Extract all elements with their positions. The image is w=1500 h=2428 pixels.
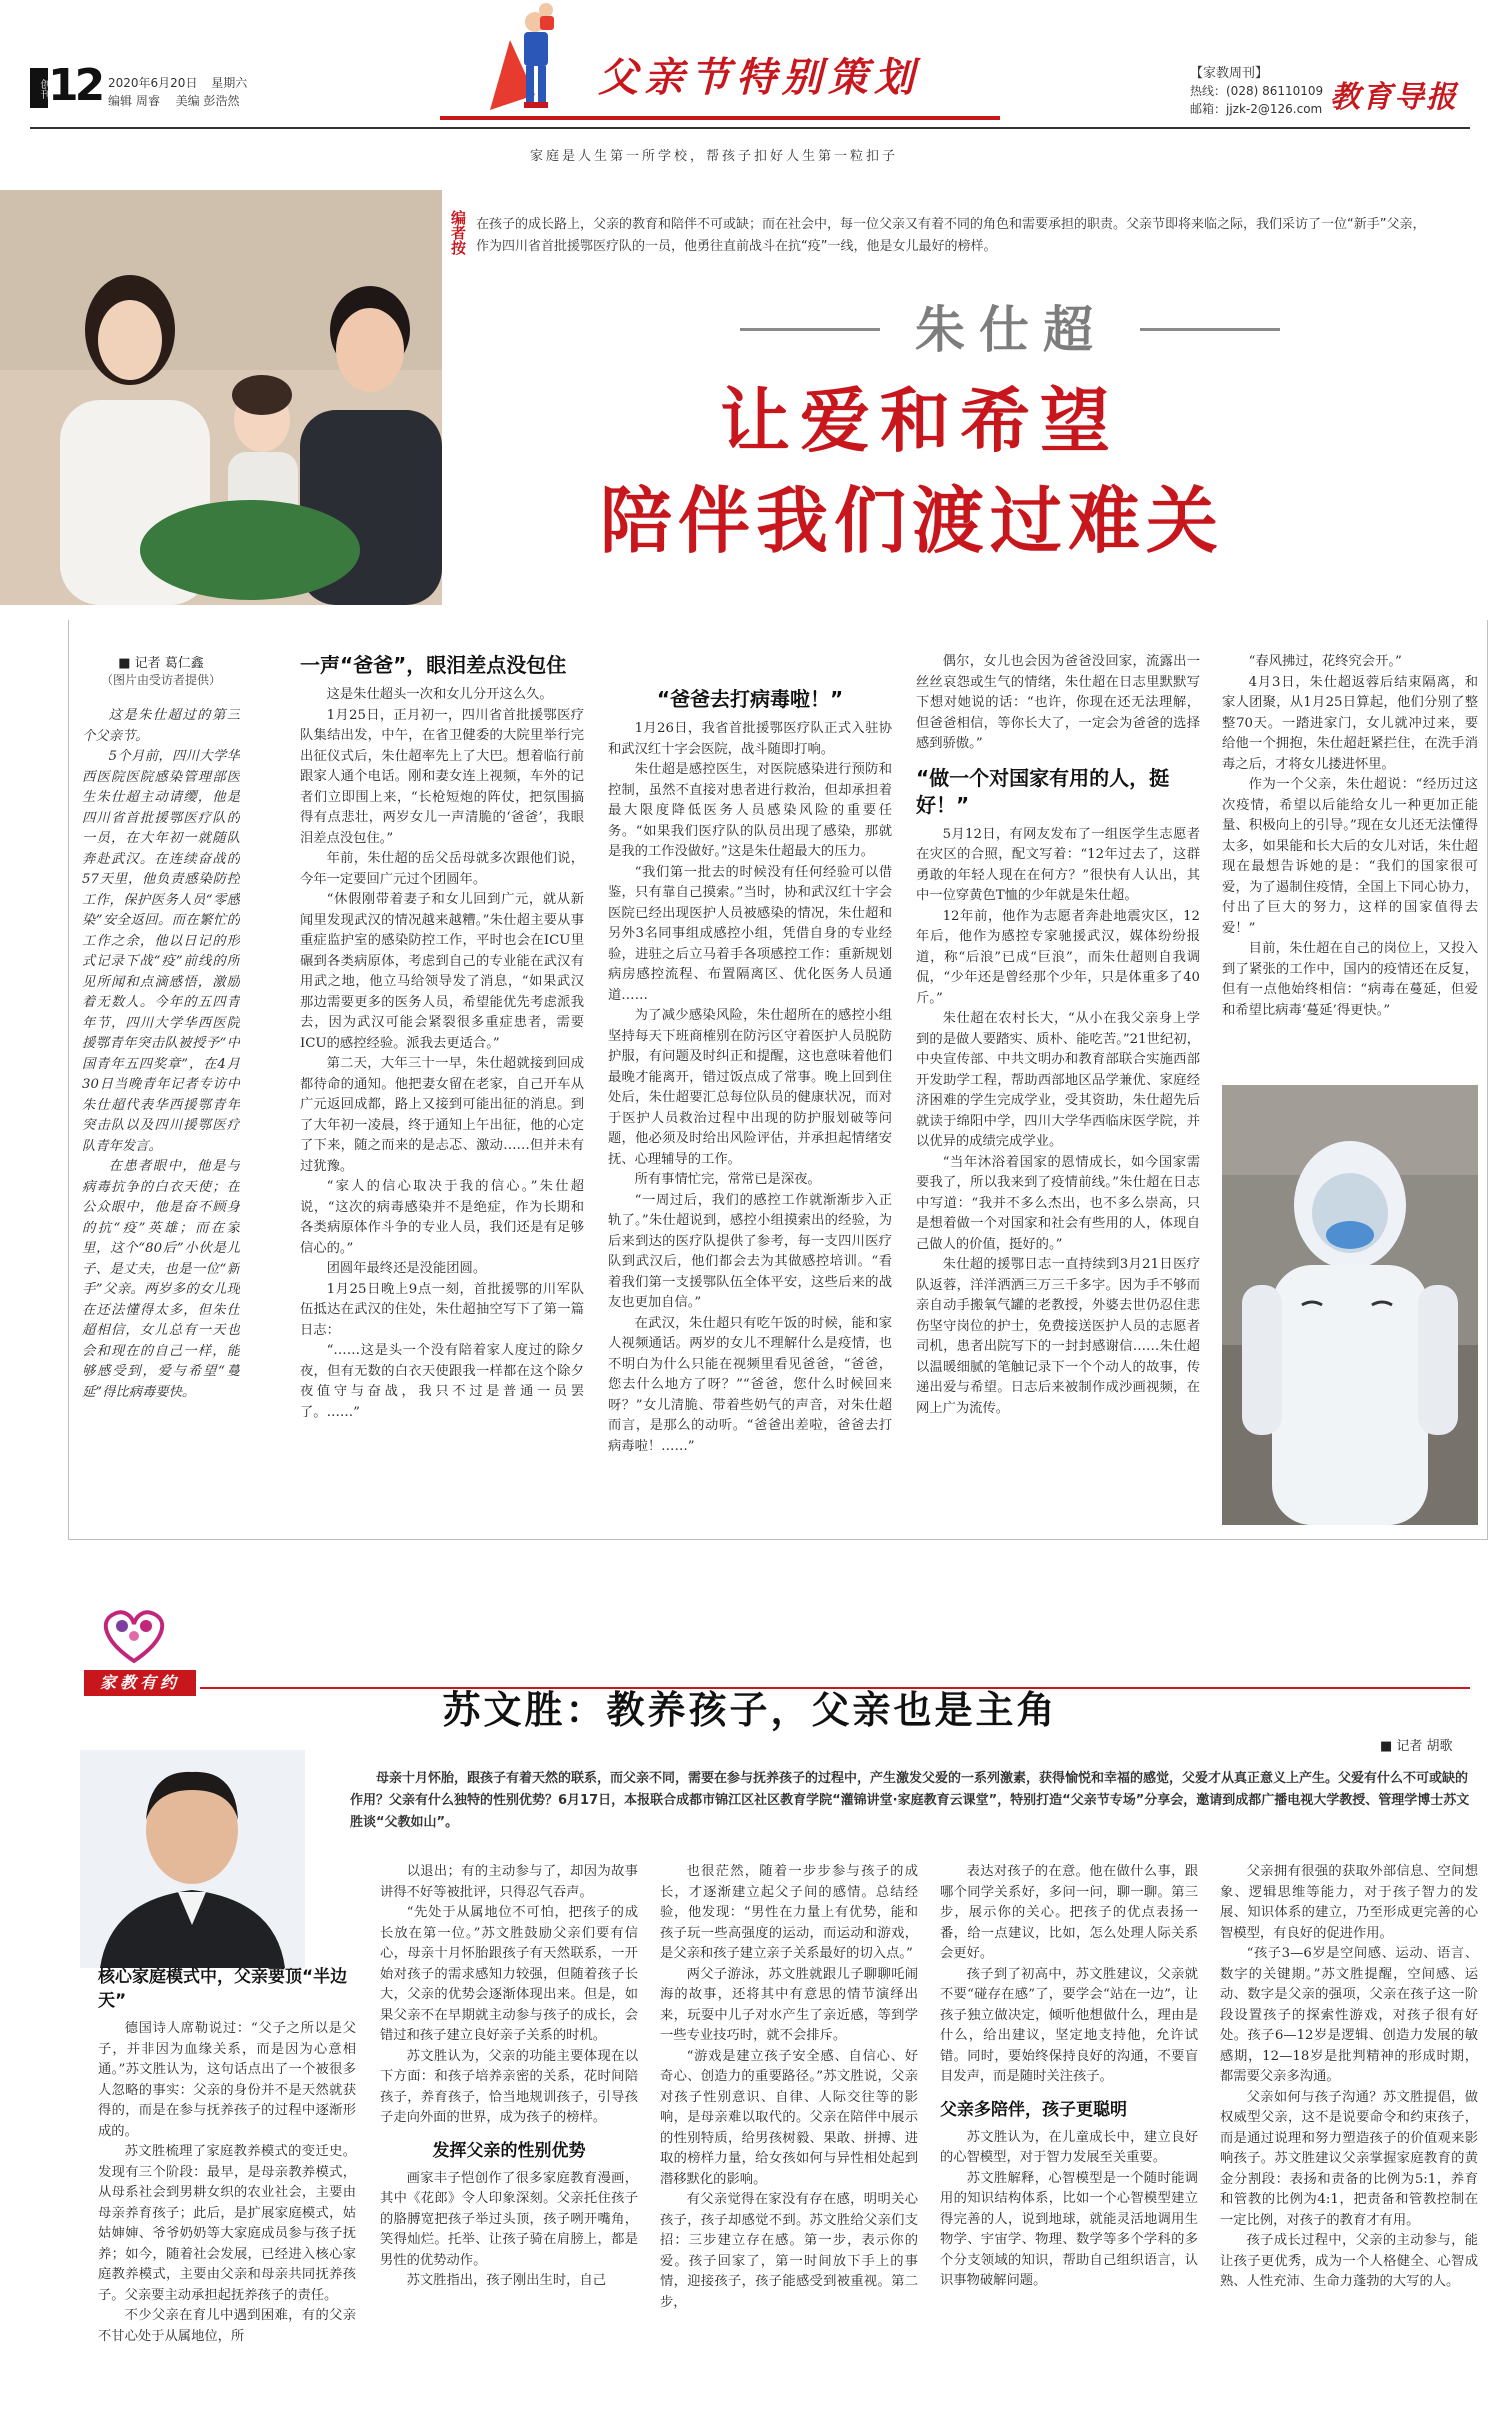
article2-headline: 苏文胜：教养孩子，父亲也是主角: [442, 1688, 1058, 1732]
editor-text: 编辑 周睿: [108, 94, 160, 108]
body-paragraph: “当年沐浴着国家的恩情成长，如今国家需要我了，所以我来到了疫情前线。”朱仕超在日志中写道：“我并不多么杰出，也不多么崇高，只是想着做一个对国家和社会有些用的人，体现自己做人的价值，挺好的。”: [916, 1154, 1200, 1252]
hotline: 热线：(028) 86110109: [1190, 84, 1324, 98]
body-paragraph: “我们第一批去的时候没有任何经验可以借鉴，只有靠自己摸索。”当时，协和武汉红十字会医院已经出现医护人员被感染的情况，朱仕超和另外3名同事组成感控小组，凭借自身的专业经验，进驻之后立马着手各项感控工作：重新规划病房感控流程、布置隔离区、优化医务人员通道……: [608, 864, 892, 1003]
body-paragraph: 偶尔，女儿也会因为爸爸没回家，流露出一丝丝哀怨或生气的情绪，朱仕超在日志里默默写下想对她说的话：“也许，你现在还无法理解，但爸爸相信，等你长大了，一定会为爸爸的选择感到骄傲。”: [916, 654, 1200, 751]
page-number: 12: [48, 60, 102, 111]
body-paragraph: 孩子成长过程中，父亲的主动参与，能让孩子更优秀，成为一个人格健全、心智成熟、人性充沛、生命力蓬勃的大写的人。: [1220, 2233, 1478, 2289]
body-paragraph: “休假刚带着妻子和女儿回到广元，就从新闻里发现武汉的情况越来越糟。”朱仕超主要从事重症监护室的感染防控工作，平时也会在ICU里碾到各类病原体，考虑到自己的专业能在武汉有用武之地，他立马给领导发了消息，“如果武汉那边需要更多的医务人员，希望能优先考虑派我去，因为武汉可能会紧裂很多重症患者，需要ICU的感控经验。派我去更适合。”: [300, 892, 584, 1051]
article2-column-5: [1220, 1862, 1478, 2420]
name-rule-left: [740, 328, 880, 331]
body-paragraph: 朱仕超的援鄂日志一直持续到3月21日医疗队返蓉，洋洋洒洒三万三千多字。因为手不够而亲自动手搬氧气罐的老教授，外婆去世仍忍住悲伤坚守岗位的护士，免费接送医护人员的志愿者司机，患者出院写下的一封封感谢信……朱仕超以温暖细腻的笔触记录下一个个动人的故事，传递出爱与希望。日志后来被制作成沙画视频，在网上广为流传。: [916, 1257, 1200, 1416]
body-paragraph: 表达对孩子的在意。他在做什么事，跟哪个同学关系好，多问一问，聊一聊。第三步，展示你的关心。把孩子的优点表扬一番，给一点建议，比如，怎么处理人际关系会更好。: [940, 1864, 1198, 1961]
body-paragraph: 年前，朱仕超的岳父岳母就多次跟他们说，今年一定要回广元过个团圆年。: [300, 851, 584, 887]
article2-reporter: ■ 记者 胡歌: [1380, 1739, 1453, 1754]
body-paragraph: 这是朱仕超头一次和女儿分开这么久。: [326, 687, 553, 702]
family-heart-icon: [94, 1606, 174, 1666]
body-paragraph: 画家丰子恺创作了很多家庭教育漫画，其中《花郎》令人印象深刻。父亲托住孩子的胳膊宽把孩子举过头顶，孩子咧开嘴角，笑得灿烂。托举、让孩子骑在肩膀上，都是男性的优势动作。: [380, 2170, 638, 2268]
weekday-text: 星期六: [211, 76, 248, 90]
body-paragraph: 苏文胜指出，孩子刚出生时，自己: [406, 2273, 607, 2288]
subheading: 核心家庭模式中，父亲要顶“半边天”: [98, 1967, 348, 2011]
subheading: 一声“爸爸”，眼泪差点没包住: [300, 653, 567, 677]
body-paragraph: 也很茫然，随着一步步参与孩子的成长，才逐渐建立起父子间的感情。总结经验，他发现：“男性在力量上有优势，能和孩子玩一些高强度的运动，而运动和游戏，是父亲和孩子建立亲子关系最好的切入点。”: [660, 1864, 918, 1961]
body-paragraph: 有父亲觉得在家没有存在感，明明关心孩子，孩子却感觉不到。苏文胜给父亲们支招：三步建立存在感。第一步，表示你的爱。孩子回家了，第一时间放下手上的事情，迎接孩子，孩子能感受到被重视。第二步，: [660, 2192, 918, 2310]
body-paragraph: “孩子3—6岁是空间感、运动、语言、数字的关键期。”苏文胜提醒，空间感、运动、数字是父亲的强项，父亲在孩子这一阶段设置孩子的探索性游戏，对孩子很有好处。孩子6—12岁是逻辑、创造力发展的敏感期，12—18岁是批判精神的形成时期，都需要父亲多沟通。: [1220, 1946, 1478, 2084]
lead-paragraph: 在患者眼中，他是与病毒抗争的白衣天使；在公众眼中，他是奋不顾身的抗“疫”英雄；而在家里，这个“80后”小伙是儿子、是丈夫，也是一位“新手”父亲。两岁多的女儿现在还法懂得太多，但朱仕超相信，女儿总有一天也会和现在的自己一样，能够感受到，爱与希望“蔓延”得比病毒要快。: [82, 1159, 240, 1400]
article2-column-4: [940, 1862, 1198, 2420]
doctor-in-suit-illustration: [1222, 1085, 1478, 1525]
article1-column-5: [1222, 652, 1478, 1082]
body-paragraph: 所有事情忙完，常常已是深夜。: [634, 1172, 821, 1187]
page-number-badge: [30, 60, 102, 114]
body-paragraph: 4月3日，朱仕超返蓉后结束隔离，和家人团聚，从1月25日算起，他们分别了整整70天。一踏进家门，女儿就冲过来，要给他一个拥抱，朱仕超赶紧拦住，在洗手消毒之后，才将女儿搂进怀里。: [1222, 674, 1478, 772]
body-paragraph: 在武汉，朱仕超只有吃午饭的时候，能和家人视频通话。两岁的女儿不理解什么是疫情，也不明白为什么只能在视频里看见爸爸，“爸爸，您去什么地方了呀？”“爸爸，您什么时候回来呀？”女儿清脆、带着些奶气的声音，对朱仕超而言，是那么的动听。“爸爸出差啦，爸爸去打病毒啦！……”: [608, 1315, 892, 1454]
editor-credits: [108, 92, 239, 109]
body-paragraph: 父亲拥有很强的获取外部信息、空间想象、逻辑思维等能力，对于孩子智力的发展、知识体系的建立，乃至形成更完善的心智模型，有良好的促进作用。: [1220, 1864, 1478, 1941]
body-paragraph: 苏文胜认为，在儿童成长中，建立良好的心智模型，对于智力发展至关重要。: [940, 2129, 1198, 2165]
masthead: [0, 0, 1500, 180]
issue-date: [108, 74, 247, 91]
body-paragraph: 12年前，他作为志愿者奔赴地震灾区，12年后，他作为感控专家驰援武汉，媒体纷纷报道，称“后浪”已成“巨浪”，而朱仕超则自我调侃，“少年还是曾经那个少年，只是体重多了40斤。”: [916, 908, 1200, 1006]
superhero-father-icon: [480, 0, 580, 120]
body-paragraph: 苏文胜解释，心智模型是一个随时能调用的知识结构体系，比如一个心智模型建立得完善的人，说到地球，就能灵活地调用生物学、宇宙学、物理、数学等多个学科的多个分支领域的知识，帮助自己组织语言，认识事物破解问题。: [940, 2170, 1198, 2288]
body-paragraph: 苏文胜梳理了家庭教养模式的变迁史。发现有三个阶段：最早，是母亲教养模式，从母系社会到男耕女织的农业社会，主要由母亲养育孩子；此后，是扩展家庭模式，姑姑婶婶、爷爷奶奶等大家庭成员参与孩子抚养；如今，随着社会发展，已经进入核心家庭教养模式，主要由父亲和母亲共同抚养孩子。父亲要主动承担起抚养孩子的责任。: [98, 2144, 356, 2303]
body-paragraph: 朱仕超是感控医生，对医院感染进行预防和控制，虽然不直接对患者进行救治，但却承担着最大限度降低医务人员感染风险的重要任务。“如果我们医疗队的队员出现了感染，那就是我的工作没做好。”这是朱仕超最大的压力。: [608, 762, 892, 859]
article2-intro: 母亲十月怀胎，跟孩子有着天然的联系，而父亲不同，需要在参与抚养孩子的过程中，产生激发父爱的一系列激素，获得愉悦和幸福的感觉，父爱才从真正意义上产生。父爱有什么不可或缺的作用？父亲有什么独特的性别优势？6月17日，本报联合成都市锦江区社区教育学院“灌锦讲堂·家庭教育云课堂”，特别打造“父亲节专场”分享会，邀请到成都广播电视大学教授、管理学博士苏文胜谈“父教如山”。: [350, 1771, 1470, 1830]
article1-lead-column: [82, 652, 240, 1522]
name-title-row: [740, 300, 1280, 360]
body-paragraph: 不少父亲在育儿中遇到困难，有的父亲不甘心处于从属地位，所: [98, 2308, 356, 2344]
email: 邮箱：jjzk-2@126.com: [1190, 102, 1323, 116]
masthead-slogan: 家庭是人生第一所学校，帮孩子扣好人生第一粒扣子: [530, 149, 899, 164]
body-paragraph: “……这是头一个没有陪着家人度过的除夕夜，但有无数的白衣天使跟我一样都在这个除夕夜值守与奋战，我只不过是普通一员罢了。……”: [300, 1343, 584, 1420]
photo-credit: （图片由受访者提供）: [100, 673, 221, 687]
title-underline: [440, 116, 1000, 120]
body-paragraph: 德国诗人席勒说过：“父子之所以是父子，并非因为血缘关系，而是因为心意相通。”苏文胜认为，这句话点出了一个被很多人忽略的事实：父亲的身份并不是天然就获得的，而是在参与抚养孩子的过程中逐渐形成的。: [98, 2021, 356, 2139]
headline-1: 让爱和希望: [720, 379, 1120, 462]
subheading: 父亲多陪伴，孩子更聪明: [940, 2099, 1127, 2120]
family-photo: [0, 190, 442, 605]
body-paragraph: “一周过后，我们的感控工作就渐渐步入正轨了。”朱仕超说到，感控小组摸索出的经验，为后来到达的医疗队提供了参考，每一支四川医疗队到武汉后，他们都会去为其做感控培训。“看着我们第一支援鄂队伍全体平安，这些后来的战友也更加自信。”: [608, 1192, 892, 1310]
body-paragraph: 朱仕超在农村长大，“从小在我父亲身上学到的是做人要踏实、质朴、能吃苦。”21世纪初，中央宣传部、中共文明办和教育部联合实施西部开发助学工程，帮助西部地区品学兼优、家庭经济困难的学生完成学业，受其资助，朱仕超先后就读于绵阳中学，四川大学华西临床医学院，并以优异的成绩完成学业。: [916, 1011, 1200, 1149]
body-paragraph: “家人的信心取决于我的信心。”朱仕超说，“这次的病毒感染并不是绝症，作为长期和各类病原体作斗争的专业人员，我们还是有足够信心的。”: [300, 1179, 584, 1256]
masthead-rule: [30, 127, 1470, 129]
headline-2: 陪伴我们渡过难关: [600, 478, 1225, 563]
name-rule-right: [1140, 328, 1280, 331]
body-paragraph: 5月12日，有网友发布了一组医学生志愿者在灾区的合照，配文写着：“12年过去了，这群勇敢的年轻人现在在何方？”很快有人认出，其中一位穿黄色T恤的少年就是朱仕超。: [916, 826, 1200, 903]
name-title: 朱仕超: [915, 300, 1107, 359]
body-paragraph: “游戏是建立孩子安全感、自信心、好奇心、创造力的重要路径。”苏文胜说，父亲对孩子性别意识、自律、人际交往等的影响，是母亲难以取代的。父亲在陪伴中展示的性别特质，给男孩树毅、果敢、拼搏、进取的榜样力量，给女孩如何与异性相处起到潜移默化的影响。: [660, 2048, 918, 2187]
section-label: 【家教周刊】: [1190, 66, 1269, 81]
portrait-illustration: [80, 1750, 305, 1968]
body-paragraph: 第二天，大年三十一早，朱仕超就接到回成都待命的通知。他把妻女留在老家，自己开车从广元返回成都，路上又接到可能出征的消息。到了大年初一凌晨，终于通知上午出征，他的心定了下来，随之而来的是忐忑、激动……但并未有过犹豫。: [300, 1056, 584, 1174]
body-paragraph: 团圆年最终还是没能团圆。: [326, 1261, 487, 1276]
art-editor-text: 美编 彭浩然: [175, 94, 240, 108]
lead-paragraph: 5个月前，四川大学华西医院医院感染管理部医生朱仕超主动请缨，他是四川省首批援鄂医疗队的一员，在大年初一就随队奔赴武汉。在连续奋战的57天里，他负责感染防控工作，保护医务人员“零感染”安全返回。而在繁忙的工作之余，他以日记的形式记录下战“疫”前线的所见所闻和点滴感悟，激励着无数人。今年的五四青年节，四川大学华西医院援鄂青年突击队被授予“中国青年五四奖章”，在4月30日当晚青年记者专访中朱仕超代表华西援鄂青年突击队以及四川援鄂医疗队青年发言。: [82, 749, 240, 1154]
page-tag: 创刊: [30, 68, 48, 108]
article1-column-4: [916, 652, 1200, 1522]
reporter-byline: ■ 记者 葛仁鑫: [118, 656, 204, 671]
article2-column-2: [380, 1862, 638, 2420]
protective-suit-photo: [1222, 1085, 1478, 1525]
body-paragraph: 为了减少感染风险，朱仕超所在的感控小组坚持每天下班商榷别在防污区守着医护人员脱防护服，有问题及时纠正和提醒，这也意味着他们最晚才能离开，错过饭点成了常事。晚上回到住处后，朱仕超要汇总每位队员的健康状况，而对于医护人员救治过程中出现的防护服划破等问题，他必须及时给出风险评估，并承担起情绪安抚、心理辅导的工作。: [608, 1008, 892, 1167]
subheading: 发挥父亲的性别优势: [432, 2140, 586, 2161]
editor-note-label: 编者按: [449, 210, 467, 255]
body-paragraph: 1月25日，正月初一，四川省首批援鄂医疗队集结出发，中午，在省卫健委的大院里举行完出征仪式后，朱仕超率先上了大巴。想着临行前跟家人通个电话。刚和妻女连上视频，车外的记者们立即围上来，“长枪短炮的阵仗，把氛围搞得有点悲壮，两岁女儿一声清脆的‘爸爸’，我眼泪差点没包住。”: [300, 707, 584, 846]
su-wensheng-portrait: [80, 1750, 305, 1968]
article1-column-2: [300, 652, 584, 1522]
body-paragraph: 以退出；有的主动参与了，却因为故事讲得不好等被批评，只得忍气吞声。: [380, 1864, 638, 1900]
body-paragraph: 苏文胜认为，父亲的功能主要体现在以下方面：和孩子培养亲密的关系，花时间陪孩子，养育孩子，恰当地规训孩子，引导孩子走向外面的世界，成为孩子的榜样。: [380, 2048, 638, 2125]
article2-column-3: [660, 1862, 918, 2420]
special-title: 父亲节特别策划: [598, 54, 920, 101]
body-paragraph: 1月26日，我省首批援鄂医疗队正式入驻协和武汉红十字会医院，战斗随即打响。: [608, 721, 892, 757]
body-paragraph: 作为一个父亲，朱仕超说：“经历过这次疫情，希望以后能给女儿一种更加正能量、积极向上的引导。”现在女儿还无法懂得太多，如果能和长大后的女儿对话，朱仕超现在最想告诉她的是：“我们的国家很可爱，为了遏制住疫情，全国上下同心协力，付出了巨大的努力，这样的国家值得去爱！”: [1222, 777, 1478, 936]
body-paragraph: “先处于从属地位不可怕，把孩子的成长放在第一位。”苏文胜鼓励父亲们要有信心，母亲十月怀胎跟孩子有天然联系，一开始对孩子的需求感知力较强，但随着孩子长大，父亲的优势会逐渐体现出来。但是，如果父亲不在早期就主动参与孩子的成长，会错过和孩子建立良好亲子关系的时机。: [380, 1905, 638, 2043]
subheading: “爸爸去打病毒啦！”: [656, 687, 844, 711]
article1-column-3: [608, 652, 892, 1522]
body-paragraph: 目前，朱仕超在自己的岗位上，又投入到了紧张的工作中，国内的疫情还在反复，但有一点他始终相信：“病毒在蔓延，但爱和希望比病毒‘蔓延’得更快。”: [1222, 941, 1478, 1018]
subheading: “做一个对国家有用的人，挺好！”: [916, 765, 1170, 817]
date-text: 2020年6月20日: [108, 76, 198, 90]
body-paragraph: 两父子游泳，苏文胜就跟儿子聊聊吒闹海的故事，还将其中有意思的情节演绎出来，玩耍中儿子对水产生了亲近感，等到学一些专业技巧时，就不会排斥。: [660, 1966, 918, 2043]
paper-name: 教育导报: [1330, 80, 1458, 115]
editor-note-text: 在孩子的成长路上，父亲的教育和陪伴不可或缺；而在社会中，每一位父亲又有着不同的角色和需要承担的职责。父亲节即将来临之际，我们采访了一位“新手”父亲，作为四川省首批援鄂医疗队的一员，他勇往直前战斗在抗“疫”一线，他是女儿最好的榜样。: [476, 217, 1426, 254]
lead-paragraph: 这是朱仕超过的第三个父亲节。: [82, 708, 240, 744]
body-paragraph: 父亲如何与孩子沟通？苏文胜提倡，做权威型父亲，这不是说要命令和约束孩子，而是通过说理和努力塑造孩子的价值观来影响孩子。苏文胜建议父亲掌握家庭教育的黄金分割段：表扬和责备的比例为5:1，养育和管教的比例为4:1，把责备和管教控制在一定比例，对孩子的教育才有用。: [1220, 2089, 1478, 2228]
family-photo-illustration: [0, 190, 442, 605]
body-paragraph: 孩子到了初高中，苏文胜建议，父亲就不要“碰存在感”了，要学会“站在一边”，让孩子独立做决定，倾听他想做什么，理由是什么，给出建议，坚定地支持他，允许试错。同时，要始终保持良好的沟通，不要盲目发声，而是随时关注孩子。: [940, 1966, 1198, 2084]
body-paragraph: 1月25日晚上9点一刻，首批援鄂的川军队伍抵达在武汉的住处，朱仕超抽空写下了第一篇日志：: [300, 1281, 584, 1338]
column-name: 家教有约: [84, 1670, 196, 1696]
article2-column-1: [98, 1965, 356, 2420]
editor-note: [448, 210, 1428, 270]
body-paragraph: “春风拂过，花终究会开。”: [1248, 654, 1402, 669]
